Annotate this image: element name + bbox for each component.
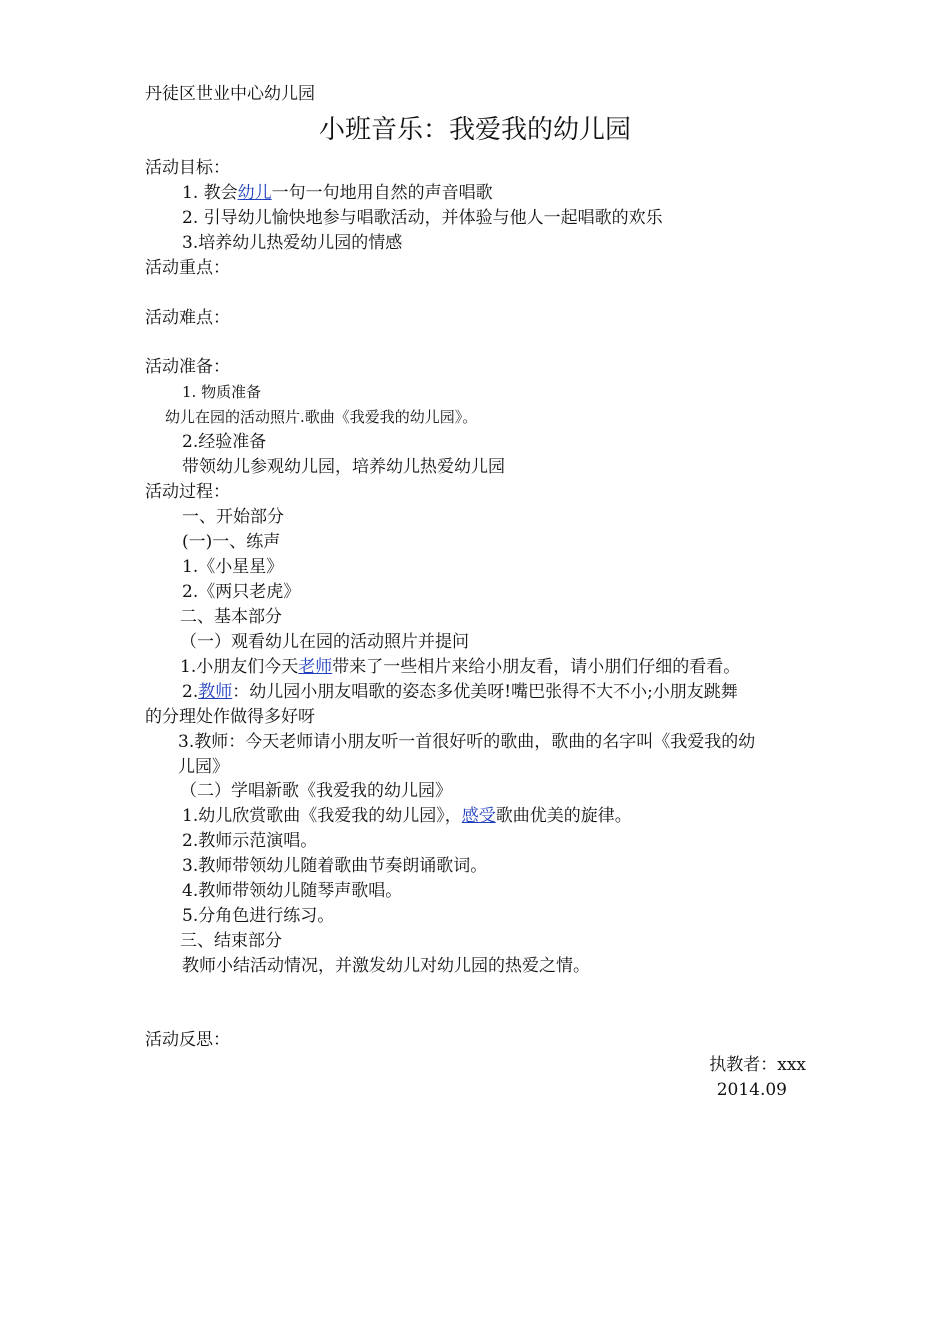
key-point-heading: 活动重点： — [145, 258, 230, 278]
goal-1-link[interactable]: 幼儿 — [237, 183, 272, 203]
section-2-b-4: 4.教师带领幼儿随琴声歌唱。 — [182, 881, 403, 901]
goal-1-prefix: 1. 教会 — [182, 183, 238, 203]
preparation-heading: 活动准备： — [145, 357, 230, 377]
section-3-text: 教师小结活动情况，并激发幼儿对幼儿园的热爱之情。 — [182, 956, 590, 976]
section-2-b-1 — [182, 804, 632, 828]
goals-heading: 活动目标： — [145, 158, 230, 178]
prep-2-detail: 带领幼儿参观幼儿园，培养幼儿热爱幼儿园 — [182, 457, 505, 477]
page-title: 小班音乐：我爱我的幼儿园 — [318, 115, 631, 145]
goal-1 — [182, 181, 493, 205]
prep-2: 2.经验准备 — [182, 432, 267, 452]
section-2-a-3: 3.教师：今天老师请小朋友听一首很好听的歌曲，歌曲的名字叫《我爱我的幼 — [178, 732, 756, 752]
section-2-b-1-suffix: 歌曲优美的旋律。 — [495, 806, 632, 826]
goal-1-suffix: 一句一句地用自然的声音唱歌 — [271, 183, 493, 203]
process-heading: 活动过程： — [145, 482, 230, 502]
goal-2: 2. 引导幼儿愉快地参与唱歌活动，并体验与他人一起唱歌的欢乐 — [182, 208, 663, 228]
section-1-item-2: 2.《两只老虎》 — [182, 582, 301, 602]
section-1-sub: (一)一、练声 — [182, 532, 281, 552]
educator-link[interactable]: 教师 — [198, 682, 233, 702]
section-2-a-1 — [180, 655, 740, 679]
prep-1: 1. 物质准备 — [182, 383, 262, 401]
teacher-signature: 执教者：xxx — [709, 1055, 806, 1075]
section-2-a-1-prefix: 1.小朋友们今天 — [180, 657, 299, 677]
section-1: 一、开始部分 — [182, 507, 284, 527]
section-2-a-2 — [182, 680, 738, 704]
section-2-b-2: 2.教师示范演唱。 — [182, 831, 318, 851]
date: 2014.09 — [716, 1080, 787, 1100]
reflection-heading: 活动反思： — [145, 1030, 230, 1050]
feel-link[interactable]: 感受 — [461, 806, 496, 826]
teacher-link[interactable]: 老师 — [298, 657, 333, 677]
section-2: 二、基本部分 — [180, 607, 282, 627]
difficulty-heading: 活动难点： — [145, 308, 230, 328]
section-2-a-2-cont: 的分理处作做得多好呀 — [145, 707, 315, 727]
section-2-a: （一）观看幼儿在园的活动照片并提问 — [180, 632, 469, 652]
section-2-a-2-suffix: ：幼儿园小朋友唱歌的姿态多优美呀!嘴巴张得不大不小;小朋友跳舞 — [232, 682, 738, 702]
section-2-a-1-suffix: 带来了一些相片来给小朋友看，请小朋们仔细的看看。 — [332, 657, 741, 677]
prep-1-detail: 幼儿在园的活动照片.歌曲《我爱我的幼儿园》。 — [165, 408, 478, 426]
goal-3: 3.培养幼儿热爱幼儿园的情感 — [182, 233, 403, 253]
section-2-b-5: 5.分角色进行练习。 — [182, 906, 335, 926]
section-2-b: （二）学唱新歌《我爱我的幼儿园》 — [180, 781, 452, 801]
school-name: 丹徒区世业中心幼儿园 — [145, 84, 315, 104]
section-3: 三、结束部分 — [180, 931, 282, 951]
section-1-item-1: 1.《小星星》 — [182, 557, 284, 577]
section-2-a-3-cont: 儿园》 — [178, 757, 229, 777]
section-2-a-2-prefix: 2. — [182, 682, 199, 702]
section-2-b-1-prefix: 1.幼儿欣赏歌曲《我爱我的幼儿园》， — [182, 806, 462, 826]
section-2-b-3: 3.教师带领幼儿随着歌曲节奏朗诵歌词。 — [182, 856, 488, 876]
